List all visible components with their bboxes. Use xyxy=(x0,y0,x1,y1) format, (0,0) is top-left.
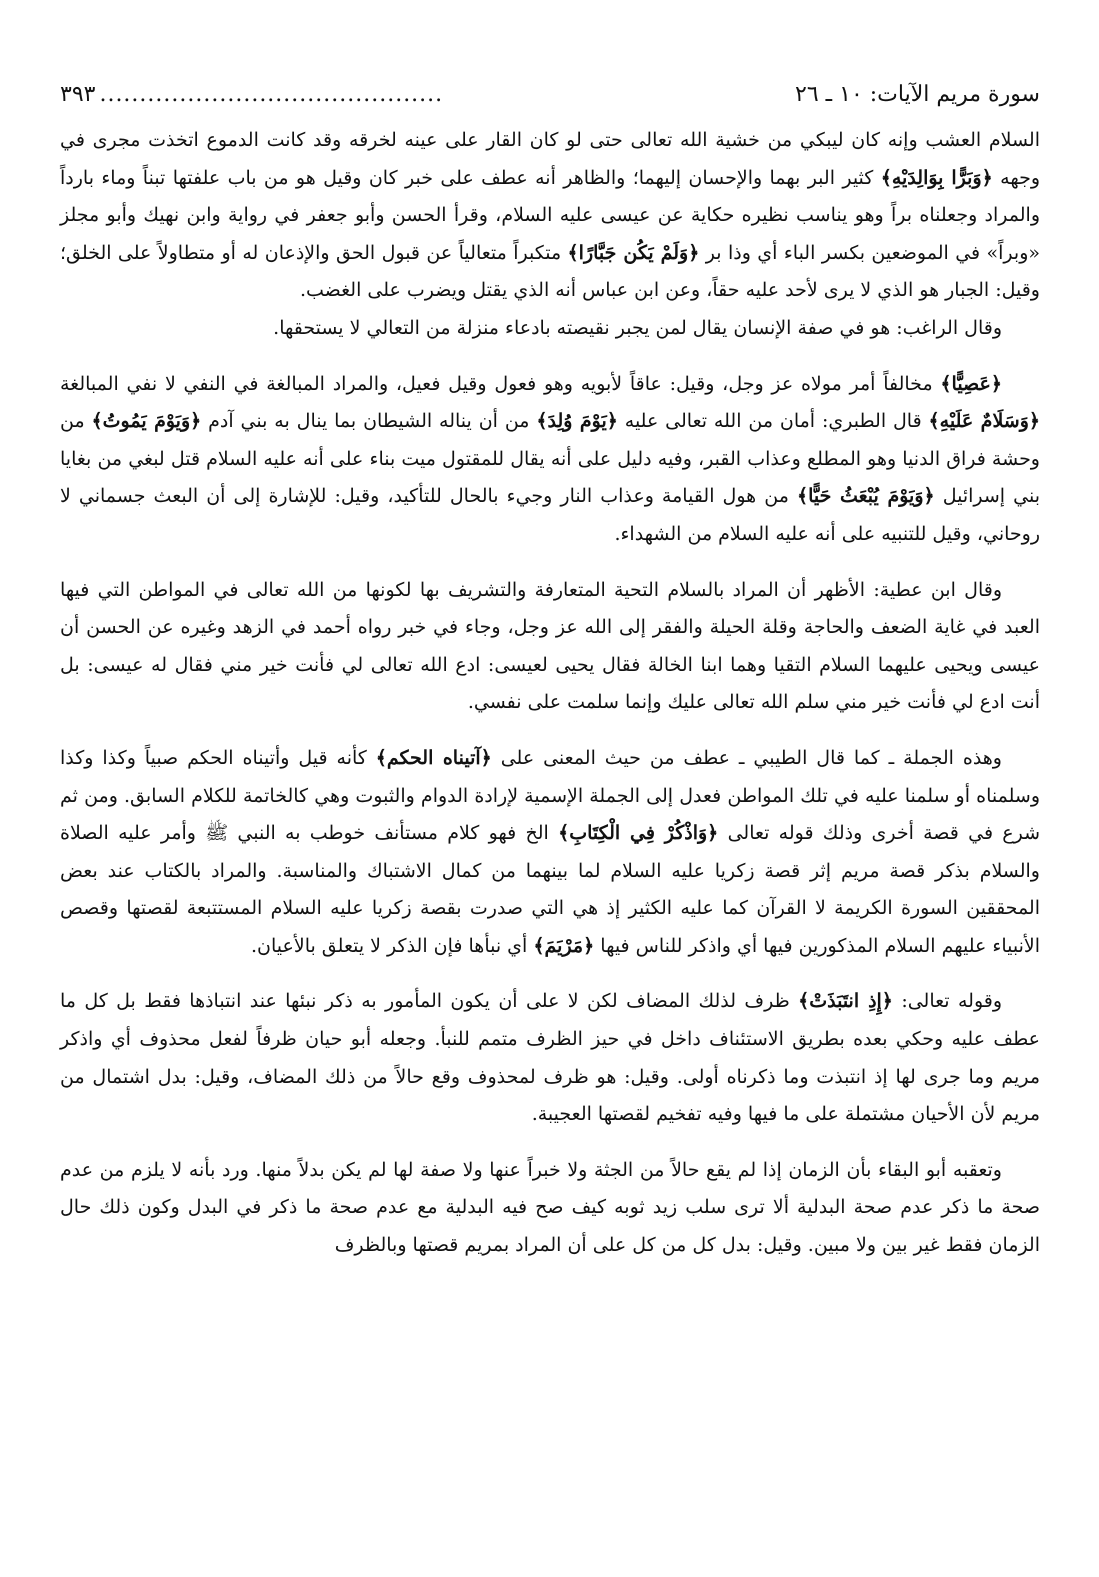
book-page xyxy=(60,78,1040,1558)
text-segment: الخ فهو كلام مستأنف خوطب به النبي ﷺ وأمر عليه الصلاة والسلام بذكر قصة مريم إثر قصة زكريا عليه السلام لما بينهما من كمال الاشتباك والمناسبة. والمراد بالكتاب عند بعض المحققين السورة الكريمة لا القرآن كما عليه الكثير إذ هي التي صدرت بقصة زكريا عليه السلام المستتبعة لقصتها وقصص الأنبياء عليهم السلام المذكورين فيها أي واذكر للناس فيها xyxy=(60,822,1040,957)
text-segment: متكبراً متعالياً عن قبول الحق والإذعان له أو متطاولاً على الخلق؛ وقيل: الجبار هو الذي لا يرى لأحد عليه حقاً، وعن ابن عباس أنه الذي يقتل ويضرب على الغضب. xyxy=(60,241,1040,302)
quran-quote: ﴿مَرْيَمَ﴾ xyxy=(533,934,595,957)
paragraph xyxy=(60,740,1040,966)
paragraph xyxy=(60,122,1040,310)
quran-quote: ﴿إِذِ انتَبَذَتْ﴾ xyxy=(798,990,893,1013)
text-segment: أي نبأها فإن الذكر لا يتعلق بالأعيان. xyxy=(251,934,534,957)
quran-quote: ﴿وَيَوْمَ يَمُوتُ﴾ xyxy=(91,410,202,433)
paragraph xyxy=(60,310,1040,348)
body-text xyxy=(60,122,1040,1265)
text-segment: وقوله تعالى: xyxy=(892,990,1003,1013)
page-number: ٣٩٣ xyxy=(60,82,96,107)
text-segment: وقال ابن عطية: الأظهر أن المراد بالسلام التحية المتعارفة والتشريف بها لكونها من الله تعالى في المواطن التي فيها العبد في غاية الضعف والحاجة وقلة الحيلة والفقر إلى الله عز وجل، وجاء في خبر رواه أحمد في الزهد وغيره عن الحسن أن عيسى ويحيى عليهما السلام التقيا وهما ابنا الخالة فقال يحيى لعيسى: ادع الله تعالى لي فأنت خير مني فقال له عيسى: بل أنت ادع لي فأنت خير مني سلم الله تعالى عليك وإنما سلمت على نفسي. xyxy=(60,578,1040,714)
quran-quote: ﴿آتيناه الحكم﴾ xyxy=(375,746,492,769)
text-segment: كأنه قيل وأتيناه الحكم صبياً وكذا وكذا وسلمناه أو سلمنا عليه في تلك المواطن فعدل إلى الجملة الإسمية لإرادة الدوام والثبوت وهي كالخاتمة للكلام السابق. ومن ثم شرع في قصة أخرى وذلك قوله تعالى xyxy=(60,746,1041,845)
text-segment: قال الطبري: أمان من الله تعالى عليه xyxy=(617,410,929,433)
text-segment: من وحشة فراق الدنيا وهو المطلع وعذاب القبر، وفيه دليل على أنه يقال للمقتول ميت بناء على أنه عليه السلام قتل لبغي من بغايا بني إسرائيل xyxy=(60,410,1040,508)
running-header xyxy=(60,78,1040,112)
text-segment: من أن يناله الشيطان بما ينال به بني آدم xyxy=(201,410,537,433)
text-segment: مخالفاً أمر مولاه عز وجل، وقيل: عاقاً لأبويه وهو فعول وقيل فعيل، والمراد المبالغة في النفي لا نفي المبالغة xyxy=(60,372,941,395)
paragraph xyxy=(60,366,1040,554)
text-segment: وقال الراغب: هو في صفة الإنسان يقال لمن يجبر نقيصته بادعاء منزلة من التعالي لا يستحقها. xyxy=(273,316,1002,339)
text-segment: وهذه الجملة ـ كما قال الطيبي ـ عطف من حيث المعنى على xyxy=(491,746,1002,769)
text-segment: ظرف لذلك المضاف لكن لا على أن يكون المأمور به ذكر نبئها عند انتباذها فقط بل كل ما عطف عليه وحكي بعده بطريق الاستئناف داخل في حيز الظرف متمم للنبأ. وجعله أبو حيان ظرفاً لفعل محذوف أي واذكر مريم وما جرى لها إذ انتبذت وما ذكرناه أولى. وقيل: هو ظرف لمحذوف وقع حالاً من ذلك المضاف، وقيل: بدل اشتمال من مريم لأن الأحيان مشتملة على ما فيها وفيه تفخيم لقصتها العجيبة. xyxy=(60,990,1040,1126)
text-segment: من هول القيامة وعذاب النار وجيء بالحال للتأكيد، وقيل: للإشارة إلى أن البعث جسماني لا روحاني، وقيل للتنبيه على أنه عليه السلام من الشهداء. xyxy=(60,485,1040,545)
paragraph xyxy=(60,983,1040,1133)
quran-quote: ﴿وَبَرًّا بِوَالِدَيْهِ﴾ xyxy=(880,166,993,189)
text-segment: كثير البر بهما والإحسان إليهما؛ والظاهر أنه عطف على خبر كان وقيل هو من باب علفتها تبناً وماء بارداً والمراد وجعلناه براً وهو يناسب نظيره حكاية عن عيسى عليه السلام، وقرأ الحسن وأبو جعفر في رواية وابن نهيك وأبو مجلز «وبراً» في الموضعين بكسر الباء أي وذا بر xyxy=(60,166,1040,264)
chapter-title: سورة مريم الآيات: ١٠ ـ ٢٦ xyxy=(795,82,1040,107)
paragraph xyxy=(60,572,1040,722)
quran-quote: ﴿وَيَوْمَ يُبْعَثُ حَيًّا﴾ xyxy=(796,485,935,508)
text-segment: السلام العشب وإنه كان ليبكي من خشية الله تعالى حتى لو كان القار على عينه لخرقه وقد كانت الدموع اتخذت مجرى في وجهه xyxy=(60,129,1040,189)
quran-quote: ﴿وَلَمْ يَكُن جَبَّارًا﴾ xyxy=(567,241,700,264)
quran-quote: ﴿يَوْمَ وُلِدَ﴾ xyxy=(536,410,618,433)
paragraph xyxy=(60,1152,1040,1265)
quran-quote: ﴿وَاذْكُرْ فِي الْكِتَابِ﴾ xyxy=(558,822,719,845)
quran-quote: ﴿عَصِيًّا﴾ xyxy=(940,372,1002,395)
leader-dots: ........................................... xyxy=(99,82,444,107)
quran-quote: ﴿وَسَلَامٌ عَلَيْهِ﴾ xyxy=(928,410,1041,433)
text-segment: وتعقبه أبو البقاء بأن الزمان إذا لم يقع حالاً من الجثة ولا خبراً عنها ولا صفة لها لم يكن بدلاً منها. ورد بأنه لا يلزم من عدم صحة ما ذكر عدم صحة البدلية ألا ترى سلب زيد ثوبه كيف صح فيه البدلية مع عدم صحة ما ذكر في البدل وكون ذلك حال الزمان فقط غير بين ولا مبين. وقيل: بدل كل من كل على أن المراد بمريم قصتها وبالظرف xyxy=(60,1158,1040,1257)
